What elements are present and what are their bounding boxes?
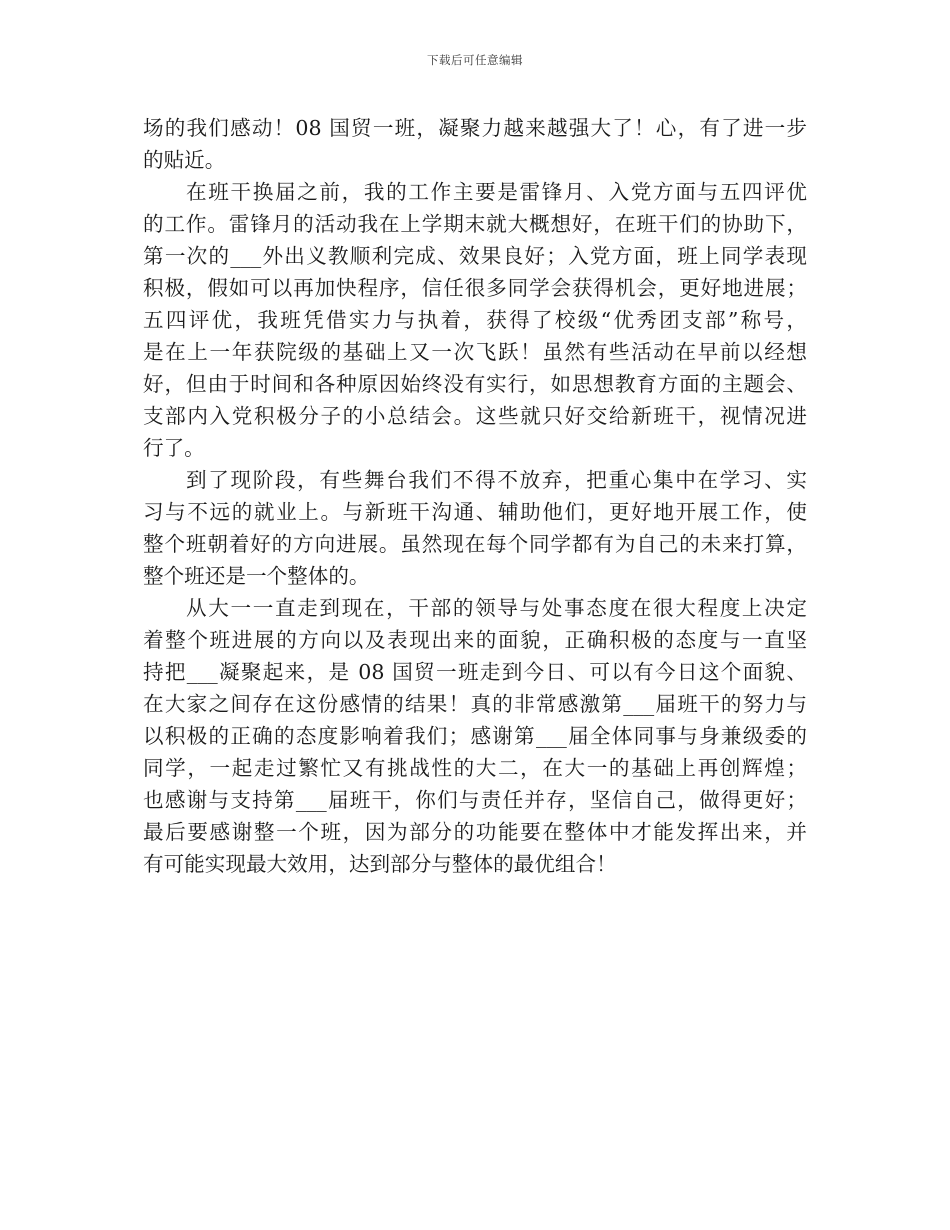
text-line: 第一次的___外出义教顺利完成、效果良好；入党方面，班上同学表现 <box>143 244 807 268</box>
text-line: 场的我们感动！08 国贸一班，凝聚力越来越强大了！心，有了进一步 <box>143 116 807 140</box>
text-line: 的工作。雷锋月的活动我在上学期末就大概想好，在班干们的协助下， <box>143 212 807 236</box>
text-line: 好，但由于时间和各种原因始终没有实行，如思想教育方面的主题会、 <box>143 372 807 396</box>
text-line: 最后要感谢整一个班，因为部分的功能要在整体中才能发挥出来，并 <box>143 820 807 844</box>
text-line: 积极，假如可以再加快程序，信任很多同学会获得机会，更好地进展； <box>143 276 807 300</box>
text-line: 从大一一直走到现在，干部的领导与处事态度在很大程度上决定 <box>186 596 807 620</box>
text-line: 行了。 <box>143 436 205 460</box>
document-body <box>143 112 807 880</box>
page-header: 下载后可任意编辑 <box>427 53 523 67</box>
text-line: 五四评优，我班凭借实力与执着，获得了校级“优秀团支部”称号， <box>143 308 807 332</box>
text-line: 支部内入党积极分子的小总结会。这些就只好交给新班干，视情况进 <box>143 404 807 428</box>
text-line: 持把___凝聚起来，是 08 国贸一班走到今日、可以有今日这个面貌、 <box>143 660 807 684</box>
text-line: 有可能实现最大效用，达到部分与整体的最优组合！ <box>143 852 617 876</box>
text-line: 到了现阶段，有些舞台我们不得不放弃，把重心集中在学习、实 <box>186 468 807 492</box>
text-line: 同学，一起走过繁忙又有挑战性的大二，在大一的基础上再创辉煌； <box>143 756 807 780</box>
text-line: 习与不远的就业上。与新班干沟通、辅助他们，更好地开展工作，使 <box>143 500 807 524</box>
text-line: 整个班还是一个整体的。 <box>143 564 370 588</box>
text-line: 在大家之间存在这份感情的结果！真的非常感激第___届班干的努力与 <box>143 692 807 716</box>
paragraph <box>143 112 807 176</box>
text-line: 是在上一年获院级的基础上又一次飞跃！虽然有些活动在早前以经想 <box>143 340 807 364</box>
text-line: 整个班朝着好的方向进展。虽然现在每个同学都有为自己的未来打算， <box>143 532 807 556</box>
text-line: 以积极的正确的态度影响着我们；感谢第___届全体同事与身兼级委的 <box>143 724 807 748</box>
paragraph <box>143 464 807 592</box>
text-line: 也感谢与支持第___届班干，你们与责任并存，坚信自己，做得更好； <box>143 788 807 812</box>
text-line: 在班干换届之前，我的工作主要是雷锋月、入党方面与五四评优 <box>186 180 807 204</box>
text-line: 的贴近。 <box>143 148 226 172</box>
paragraph <box>143 176 807 464</box>
paragraph <box>143 592 807 880</box>
text-line: 着整个班进展的方向以及表现出来的面貌，正确积极的态度与一直坚 <box>143 628 807 652</box>
